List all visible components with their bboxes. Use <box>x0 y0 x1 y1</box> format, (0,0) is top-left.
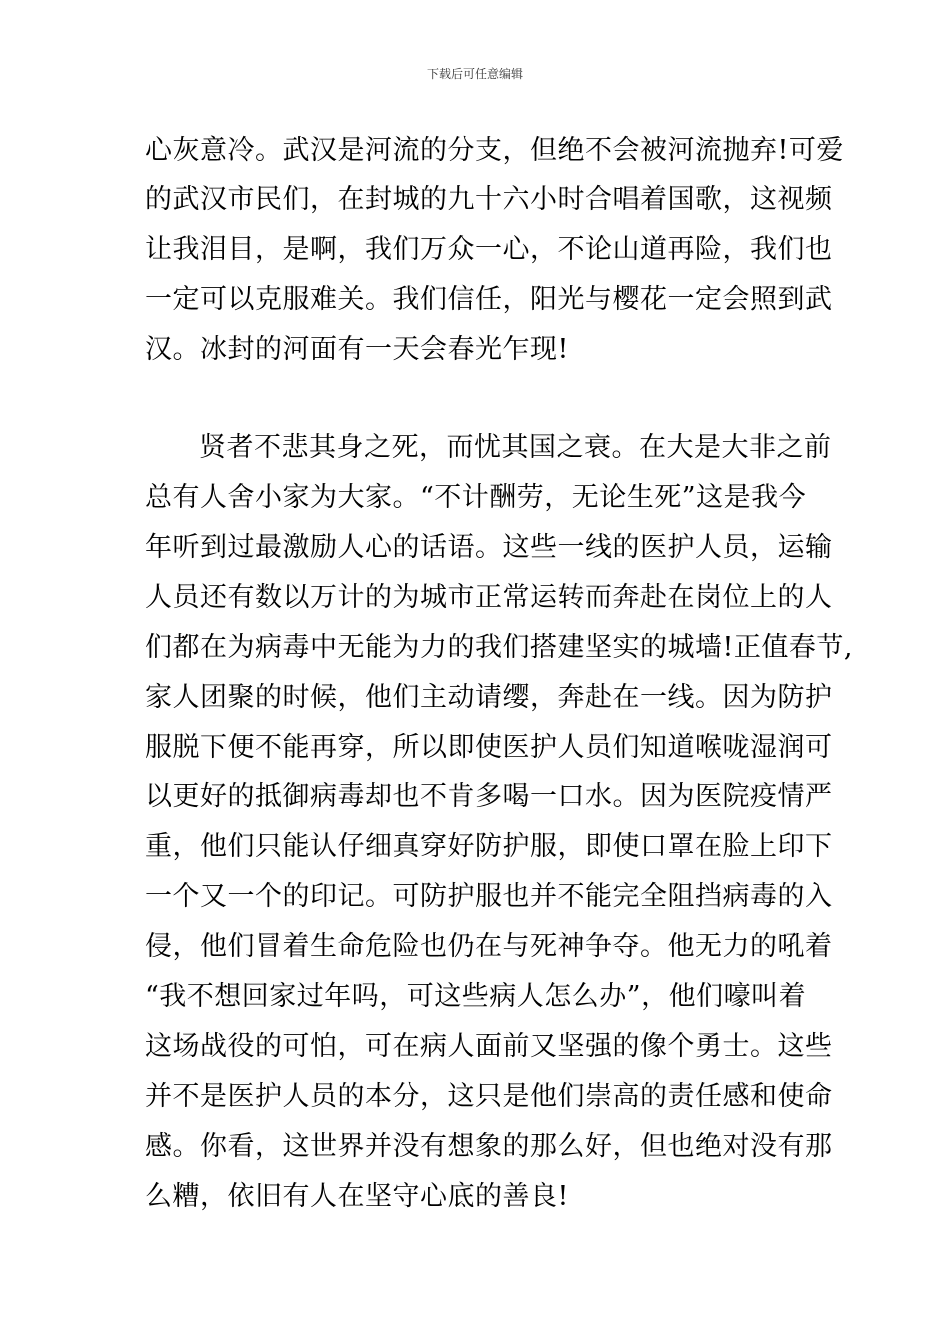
text-line: 家人团聚的时候，他们主动请缨，奔赴在一线。因为防护 <box>145 682 833 713</box>
text-line: 服脱下便不能再穿，所以即使医护人员们知道喉咙湿润可 <box>145 732 833 763</box>
text-line: 汉。冰封的河面有一天会春光乍现! <box>145 334 569 365</box>
text-line: 并不是医护人员的本分，这只是他们崇高的责任感和使命 <box>145 1081 833 1112</box>
text-line: 么糟，依旧有人在坚守心底的善良! <box>145 1181 569 1212</box>
text-line: 年听到过最激励人心的话语。这些一线的医护人员，运输 <box>145 532 833 563</box>
text-line: 让我泪目，是啊，我们万众一心，不论山道再险，我们也 <box>145 234 833 265</box>
text-line: 人员还有数以万计的为城市正常运转而奔赴在岗位上的人 <box>145 582 833 613</box>
text-line: “我不想回家过年吗，可这些病人怎么办”，他们嚎叫着 <box>145 981 807 1012</box>
text-line: 们都在为病毒中无能为力的我们搭建坚实的城墙!正值春节, <box>145 632 853 663</box>
text-line: 侵，他们冒着生命危险也仍在与死神争夺。他无力的吼着 <box>145 931 833 962</box>
text-line: 一定可以克服难关。我们信任，阳光与樱花一定会照到武 <box>145 284 833 315</box>
text-line: 感。你看，这世界并没有想象的那么好，但也绝对没有那 <box>145 1131 833 1162</box>
text-line: 贤者不悲其身之死，而忧其国之衰。在大是大非之前 <box>199 432 832 463</box>
text-line: 一个又一个的印记。可防护服也并不能完全阻挡病毒的入 <box>145 881 833 912</box>
text-line: 的武汉市民们，在封城的九十六小时合唱着国歌，这视频 <box>145 184 833 215</box>
text-line: 重，他们只能认仔细真穿好防护服，即使口罩在脸上印下 <box>145 831 833 862</box>
text-line: 心灰意冷。武汉是河流的分支，但绝不会被河流抛弃!可爱 <box>145 135 844 166</box>
text-line: 以更好的抵御病毒却也不肯多喝一口水。因为医院疫情严 <box>145 781 833 812</box>
page-header-note: 下载后可任意编辑 <box>426 67 523 81</box>
text-line: 这场战役的可怕，可在病人面前又坚强的像个勇士。这些 <box>145 1031 833 1062</box>
text-line: 总有人舍小家为大家。“不计酬劳，无论生死”这是我今 <box>145 482 807 513</box>
